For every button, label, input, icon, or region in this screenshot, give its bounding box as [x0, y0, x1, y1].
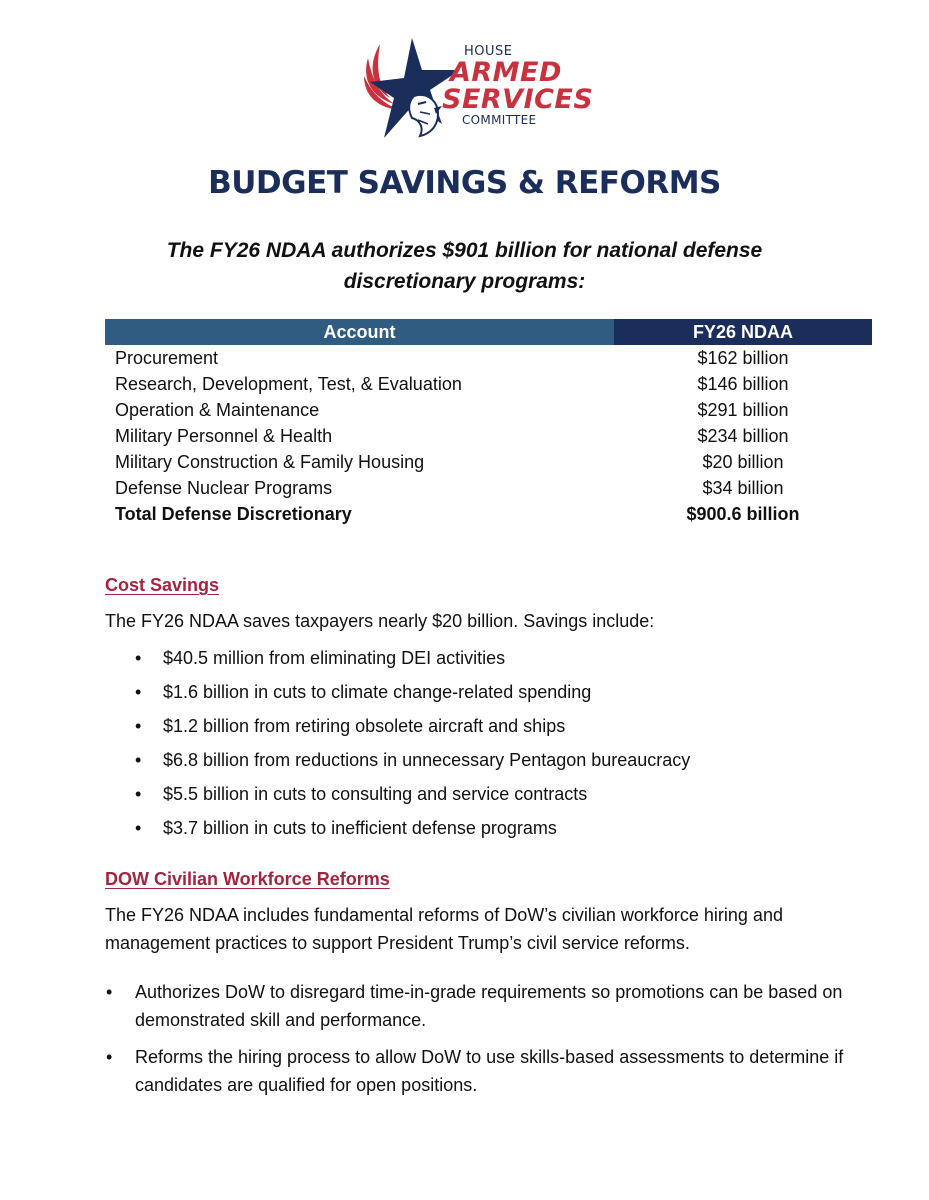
table-row: [105, 423, 872, 449]
list-item: • $1.2 billion from retiring obsolete aircraft and ships: [135, 712, 690, 746]
logo-services: SERVICES: [442, 84, 594, 115]
logo-committee: COMMITTEE: [462, 113, 537, 127]
account-cell: Military Personnel & Health: [115, 426, 333, 446]
account-cell: Research, Development, Test, & Evaluation: [115, 374, 462, 394]
table-row: [105, 397, 872, 423]
committee-logo: [352, 30, 622, 145]
table-total-row: [105, 501, 872, 527]
total-account-cell: Total Defense Discretionary: [115, 504, 352, 524]
total-amount-cell: $900.6 billion: [686, 504, 800, 524]
workforce-reforms-intro: The FY26 NDAA includes fundamental reforms of DoW’s civilian workforce hiring and management practices to support President Trump’s civil service reforms.: [105, 905, 783, 953]
account-cell: Defense Nuclear Programs: [115, 478, 333, 498]
amount-cell: $20 billion: [702, 452, 784, 472]
cost-savings-heading: Cost Savings: [105, 575, 220, 595]
list-item: • $1.6 billion in cuts to climate change-related spending: [135, 678, 690, 712]
subtitle-line-2: discretionary programs:: [343, 270, 586, 293]
workforce-reforms-heading: DOW Civilian Workforce Reforms: [105, 869, 390, 889]
list-item: • Authorizes DoW to disregard time-in-grade requirements so promotions can be based on demonstrated skill and performance.: [105, 978, 865, 1034]
workforce-reforms-list: [105, 978, 865, 1108]
list-item: • Reforms the hiring process to allow DoW to use skills-based assessments to determine if candidates are qualified for open positions.: [105, 1043, 865, 1099]
logo-wordmark: [442, 44, 622, 127]
amount-cell: $34 billion: [702, 478, 784, 498]
list-item: • $6.8 billion from reductions in unnecessary Pentagon bureaucracy: [135, 746, 690, 780]
account-cell: Operation & Maintenance: [115, 400, 320, 420]
header-fy26-ndaa: FY26 NDAA: [614, 319, 872, 345]
header-account: Account: [105, 319, 614, 345]
page-title: BUDGET SAVINGS & REFORMS: [208, 165, 721, 201]
cost-savings-intro: The FY26 NDAA saves taxpayers nearly $20 billion. Savings include:: [105, 611, 655, 631]
table-row: [105, 475, 872, 501]
cost-savings-list: [135, 644, 690, 848]
amount-cell: $234 billion: [697, 426, 789, 446]
logo-armed: ARMED: [450, 57, 562, 88]
amount-cell: $291 billion: [697, 400, 789, 420]
logo-house: HOUSE: [464, 44, 513, 59]
account-cell: Military Construction & Family Housing: [115, 452, 425, 472]
table-row: [105, 449, 872, 475]
subtitle: [0, 235, 929, 297]
list-item: • $3.7 billion in cuts to inefficient defense programs: [135, 814, 690, 848]
budget-table: [105, 319, 872, 527]
subtitle-line-1: The FY26 NDAA authorizes $901 billion for national defense: [166, 239, 763, 262]
table-header-row: [105, 319, 872, 345]
table-row: [105, 371, 872, 397]
amount-cell: $146 billion: [697, 374, 789, 394]
amount-cell: $162 billion: [697, 348, 789, 368]
list-item: • $40.5 million from eliminating DEI activities: [135, 644, 690, 678]
table-row: [105, 345, 872, 371]
account-cell: Procurement: [115, 348, 219, 368]
list-item: • $5.5 billion in cuts to consulting and service contracts: [135, 780, 690, 814]
